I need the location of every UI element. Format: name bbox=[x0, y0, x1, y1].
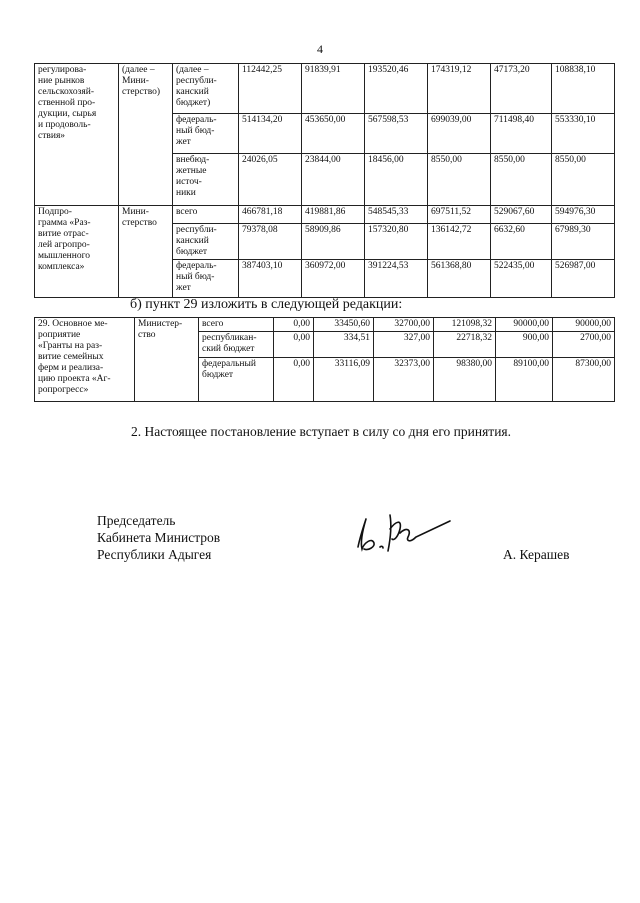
amendment-paragraph-b: б) пункт 29 изложить в следующей редакции: bbox=[130, 297, 403, 312]
budget-table-continuation bbox=[34, 63, 615, 298]
value-cell: 453650,00 bbox=[302, 114, 365, 154]
value-cell: 514134,20 bbox=[239, 114, 302, 154]
value-cell: 47173,20 bbox=[491, 64, 552, 114]
value-cell: 8550,00 bbox=[491, 154, 552, 206]
value-cell: 8550,00 bbox=[428, 154, 491, 206]
value-cell: 136142,72 bbox=[428, 224, 491, 260]
value-cell: 0,00 bbox=[274, 332, 314, 358]
value-cell: 699039,00 bbox=[428, 114, 491, 154]
value-cell: 22718,32 bbox=[434, 332, 496, 358]
value-cell: 24026,05 bbox=[239, 154, 302, 206]
signature-title-line: Республики Адыгея bbox=[97, 547, 212, 562]
executor-cell: (далее – Мини- стерство) bbox=[119, 64, 173, 206]
value-cell: 33450,60 bbox=[314, 318, 374, 332]
value-cell: 112442,25 bbox=[239, 64, 302, 114]
signature-title-block bbox=[97, 512, 220, 563]
funding-source-cell: всего bbox=[173, 206, 239, 224]
value-cell: 360972,00 bbox=[302, 260, 365, 298]
value-cell: 193520,46 bbox=[365, 64, 428, 114]
signature-title-line: Кабинета Министров bbox=[97, 530, 221, 545]
table-row bbox=[35, 206, 615, 224]
value-cell: 58909,86 bbox=[302, 224, 365, 260]
item-29-table bbox=[34, 317, 615, 402]
value-cell: 90000,00 bbox=[553, 318, 615, 332]
value-cell: 567598,53 bbox=[365, 114, 428, 154]
value-cell: 529067,60 bbox=[491, 206, 552, 224]
funding-source-cell: федераль- ный бюд- жет bbox=[173, 114, 239, 154]
subprogram-name-cell: Подпро- грамма «Раз- витие отрас- лей агропро- мышленного комплекса» bbox=[35, 206, 119, 298]
table-row bbox=[35, 318, 615, 332]
funding-source-cell: внебюд- жетные источ- ники bbox=[173, 154, 239, 206]
funding-source-cell: республи- канский бюджет bbox=[173, 224, 239, 260]
value-cell: 391224,53 bbox=[365, 260, 428, 298]
signature-title-line: Председатель bbox=[97, 513, 176, 528]
value-cell: 2700,00 bbox=[553, 332, 615, 358]
page-number: 4 bbox=[317, 42, 323, 56]
value-cell: 121098,32 bbox=[434, 318, 496, 332]
signer-name: А. Керашев bbox=[503, 547, 570, 562]
value-cell: 900,00 bbox=[496, 332, 553, 358]
value-cell: 32700,00 bbox=[374, 318, 434, 332]
value-cell: 0,00 bbox=[274, 358, 314, 402]
value-cell: 522435,00 bbox=[491, 260, 552, 298]
value-cell: 67989,30 bbox=[552, 224, 615, 260]
program-name-cell: регулирова- ние рынков сельскохозяй- ственной про- дукции, сырья и продоволь- ствия» bbox=[35, 64, 119, 206]
value-cell: 79378,08 bbox=[239, 224, 302, 260]
value-cell: 697511,52 bbox=[428, 206, 491, 224]
value-cell: 98380,00 bbox=[434, 358, 496, 402]
funding-source-cell: федераль- ный бюд- жет bbox=[173, 260, 239, 298]
value-cell: 334,51 bbox=[314, 332, 374, 358]
value-cell: 6632,60 bbox=[491, 224, 552, 260]
table-row bbox=[35, 64, 615, 114]
value-cell: 32373,00 bbox=[374, 358, 434, 402]
funding-source-cell: (далее – республи- канский бюджет) bbox=[173, 64, 239, 114]
value-cell: 327,00 bbox=[374, 332, 434, 358]
effective-date-paragraph: 2. Настоящее постановление вступает в силу со дня его принятия. bbox=[131, 424, 512, 439]
funding-source-cell: всего bbox=[199, 318, 274, 332]
value-cell: 466781,18 bbox=[239, 206, 302, 224]
value-cell: 0,00 bbox=[274, 318, 314, 332]
value-cell: 108838,10 bbox=[552, 64, 615, 114]
value-cell: 8550,00 bbox=[552, 154, 615, 206]
value-cell: 711498,40 bbox=[491, 114, 552, 154]
value-cell: 23844,00 bbox=[302, 154, 365, 206]
executor-cell: Министер- ство bbox=[135, 318, 199, 402]
value-cell: 33116,09 bbox=[314, 358, 374, 402]
value-cell: 594976,30 bbox=[552, 206, 615, 224]
value-cell: 90000,00 bbox=[496, 318, 553, 332]
value-cell: 526987,00 bbox=[552, 260, 615, 298]
value-cell: 548545,33 bbox=[365, 206, 428, 224]
value-cell: 87300,00 bbox=[553, 358, 615, 402]
value-cell: 561368,80 bbox=[428, 260, 491, 298]
value-cell: 89100,00 bbox=[496, 358, 553, 402]
value-cell: 91839,91 bbox=[302, 64, 365, 114]
value-cell: 553330,10 bbox=[552, 114, 615, 154]
activity-name-cell: 29. Основное ме- роприятие «Гранты на раз- витие семейных ферм и реализа- цию проекта «Аг- ропрогресс» bbox=[35, 318, 135, 402]
value-cell: 174319,12 bbox=[428, 64, 491, 114]
value-cell: 387403,10 bbox=[239, 260, 302, 298]
executor-cell: Мини- стерство bbox=[119, 206, 173, 298]
handwritten-signature bbox=[350, 507, 460, 562]
funding-source-cell: республикан- ский бюджет bbox=[199, 332, 274, 358]
value-cell: 18456,00 bbox=[365, 154, 428, 206]
funding-source-cell: федеральный бюджет bbox=[199, 358, 274, 402]
value-cell: 419881,86 bbox=[302, 206, 365, 224]
value-cell: 157320,80 bbox=[365, 224, 428, 260]
